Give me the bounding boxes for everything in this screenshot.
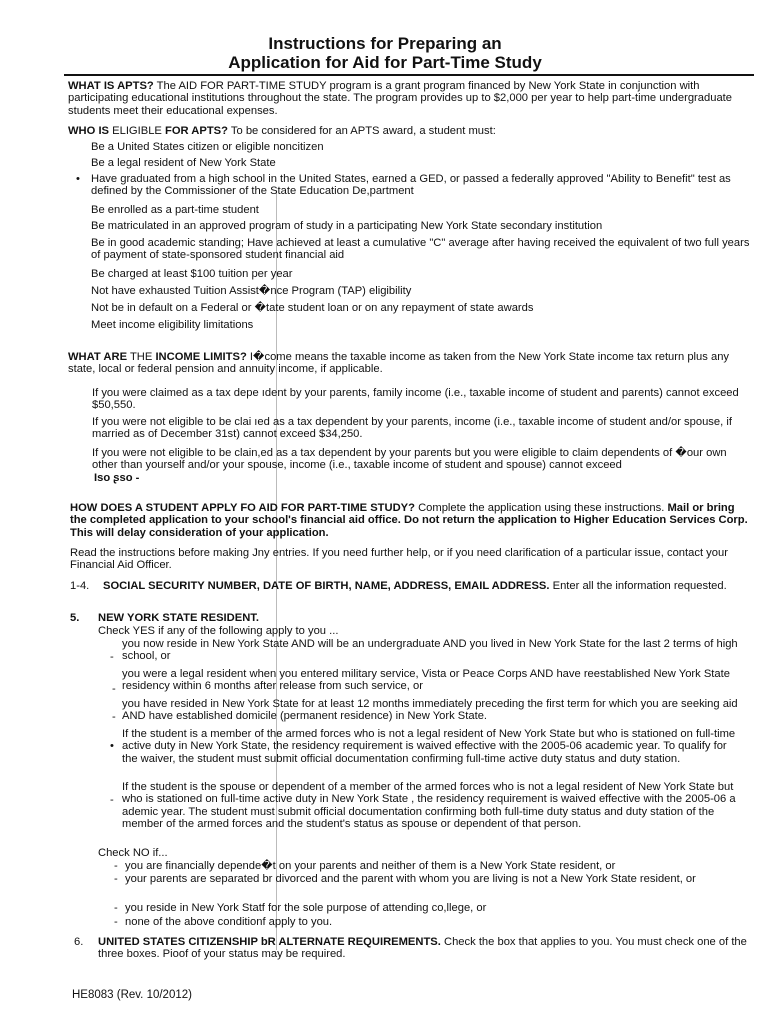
- who-eligible-q2: ELIGIBLE: [109, 125, 165, 137]
- resident-no-condition: your parents are separated br divorced and the parent with whom you are living is not a New York State resident, or: [125, 873, 696, 885]
- income-q1: WHAT ARE: [68, 351, 128, 363]
- eligibility-item: Be a United States citizen or eligible noncitizen: [91, 141, 324, 153]
- income-item: If you were claimed as a tax depe ıdent by your parents, family income (i.e., taxable income of student and parents) cannot exceed $50,550.: [92, 387, 739, 412]
- income-item: If you were not eligible to be clain,ed as a tax dependent by your parents but you were eligible to claim dependents of �our own other than yourself and/or your spouse, income (i.e., taxable income of student and spouse) cannot exceed: [92, 447, 727, 472]
- bullet-icon: •: [76, 173, 80, 185]
- eligibility-item: Be enrolled as a part-time student: [91, 204, 259, 216]
- eligibility-item: Meet income eligibility limitations: [91, 319, 254, 331]
- bullet-icon: •: [110, 740, 114, 752]
- income-item-illegible: Iso ʂso -: [94, 472, 140, 484]
- dash-icon: -: [110, 794, 114, 806]
- dash-icon: -: [114, 902, 118, 914]
- resident-no-condition: you are financially depende�t on your parents and neither of them is a New York State resident, or: [125, 860, 616, 872]
- how-apply-paragraph: [70, 502, 754, 539]
- dash-icon: -: [112, 711, 116, 723]
- resident-no-condition: you reside in New York Statf for the sole purpose of attending co,llege, or: [125, 902, 487, 914]
- resident-yes-condition: If the student is the spouse or dependent of a member of the armed forces who is not a legal resident of New York State but who is stationed on full-time active duty in New York State , the residency requirement is waived effective with the 2005-06 a ademic year. The student must submit official documentation confirming both full-time duty status and duty station of the member of the armed forces and the student's status as spouse or dependent of that person.: [122, 781, 736, 831]
- resident-yes-condition: If the student is a member of the armed forces who is not a legal resident of New York State but who is stationed on full-time active duty in New York State, the residency requirement is waived effective with the 2005-06 academic year. To qualify for the waiver, the student must submit official documentation confirming full-time active duty status and duty station.: [122, 728, 736, 765]
- income-item: If you were not eligible to be clai ıed as a tax dependent by your parents, income (i.e., taxable income of student and/or spouse, if married as of December 31st) cannot exceed $34,250.: [92, 416, 732, 441]
- resident-no-condition: none of the above conditionf apply to you.: [125, 916, 333, 928]
- item-6-paragraph: [98, 936, 754, 961]
- resident-yes-condition: you now reside in New York State AND will be an undergraduate AND you lived in New York State for the last 2 terms of high school, or: [122, 638, 738, 663]
- eligibility-item: Not have exhausted Tuition Assist�nce Program (TAP) eligibility: [91, 285, 412, 297]
- page-title-line-1: Instructions for Preparing an: [268, 34, 502, 53]
- read-instructions-paragraph: Read the instructions before making Jny entries. If you need further help, or if you need clarification of a particular issue, contact your Financial Aid Officer.: [70, 547, 728, 572]
- how-apply-mail-instruction: Mail or bring the completed application to your school's financial aid office. Do not return the application to Higher Education Services Corp. This will delay consideration of your application.: [70, 502, 748, 539]
- eligibility-item: Be charged at least $100 tuition per year: [91, 268, 293, 280]
- title-divider: [64, 74, 754, 76]
- who-eligible-q1: WHO IS: [68, 125, 110, 137]
- eligibility-item: Have graduated from a high school in the United States, earned a GED, or passed a federally approved "Ability to Benefit" test as defined by the Commissioner of the State Education De,partment: [91, 173, 731, 198]
- who-eligible-paragraph: [68, 125, 752, 137]
- income-q2: THE: [127, 351, 156, 363]
- item-number: 6.: [74, 936, 84, 948]
- resident-yes-condition: you have resided in New York State for at least 12 months immediately preceding the first term for which you are seeking aid AND have established domicile (permanent residence) in New York State.: [122, 698, 738, 723]
- what-is-apts-answer: The AID FOR PART-TIME STUDY program is a grant program financed by New York State in conjunction with participating educational institutions throughout the state. The program provides up to $2,000 per year to help part-time undergraduate students meet their educational expenses.: [68, 80, 733, 117]
- resident-yes-condition: you were a legal resident when you entered military service, Vista or Peace Corps AND have reestablished New York State residency within 6 months after release from such service, or: [122, 668, 730, 693]
- income-answer: I�come means the taxable income as taken from the New York State income tax return plus any state, local or federal pension and annuity income, if applicable.: [68, 351, 730, 376]
- who-eligible-q3: FOR APTS?: [165, 125, 228, 137]
- eligibility-item: Be in good academic standing; Have achieved at least a cumulative "C" average after having received the equivalent of two full years of payment of state-sponsored student financial aid: [91, 237, 750, 262]
- income-q3: INCOME LIMITS?: [155, 351, 247, 363]
- dash-icon: -: [114, 916, 118, 928]
- item-1-4-paragraph: [103, 580, 753, 592]
- form-number-footer: HE8083 (Rev. 10/2012): [72, 989, 192, 1001]
- dash-icon: -: [114, 873, 118, 885]
- what-is-apts-paragraph: [68, 80, 752, 117]
- who-eligible-answer: To be considered for an APTS award, a student must:: [227, 125, 496, 137]
- eligibility-item: Be matriculated in an approved program of study in a participating New York State secondary institution: [91, 220, 603, 232]
- check-yes-label: Check YES if any of the following apply to you ...: [98, 625, 339, 637]
- what-is-apts-question: WHAT IS APTS?: [68, 80, 154, 92]
- item-1-4-text: Enter all the information requested.: [549, 580, 727, 592]
- income-limits-paragraph: [68, 351, 752, 376]
- page-title-line-2: Application for Aid for Part-Time Study: [228, 53, 542, 72]
- item-1-4-heading: SOCIAL SECURITY NUMBER, DATE OF BIRTH, NAME, ADDRESS, EMAIL ADDRESS.: [103, 580, 550, 592]
- item-6-text: Check the box that applies to you. You must check one of the three boxes. Pioof of your status may be required.: [98, 936, 747, 961]
- how-apply-question: HOW DOES A STUDENT APPLY FO AID FOR PART-TIME STUDY?: [70, 502, 415, 514]
- eligibility-item: Not be in default on a Federal or �tate student loan or on any repayment of state awards: [91, 302, 534, 314]
- item-5-heading: NEW YORK STATE RESIDENT.: [98, 612, 259, 624]
- how-apply-answer: Complete the application using these instructions.: [414, 502, 665, 514]
- dash-icon: -: [110, 651, 114, 663]
- dash-icon: -: [114, 860, 118, 872]
- item-number: 1-4.: [70, 580, 90, 592]
- check-no-label: Check NO if...: [98, 847, 168, 859]
- eligibility-item: Be a legal resident of New York State: [91, 157, 276, 169]
- item-number: 5.: [70, 612, 80, 624]
- item-6-heading: UNITED STATES CITIZENSHIP bR ALTERNATE REQUIREMENTS.: [98, 936, 441, 948]
- dash-icon: -: [112, 683, 116, 695]
